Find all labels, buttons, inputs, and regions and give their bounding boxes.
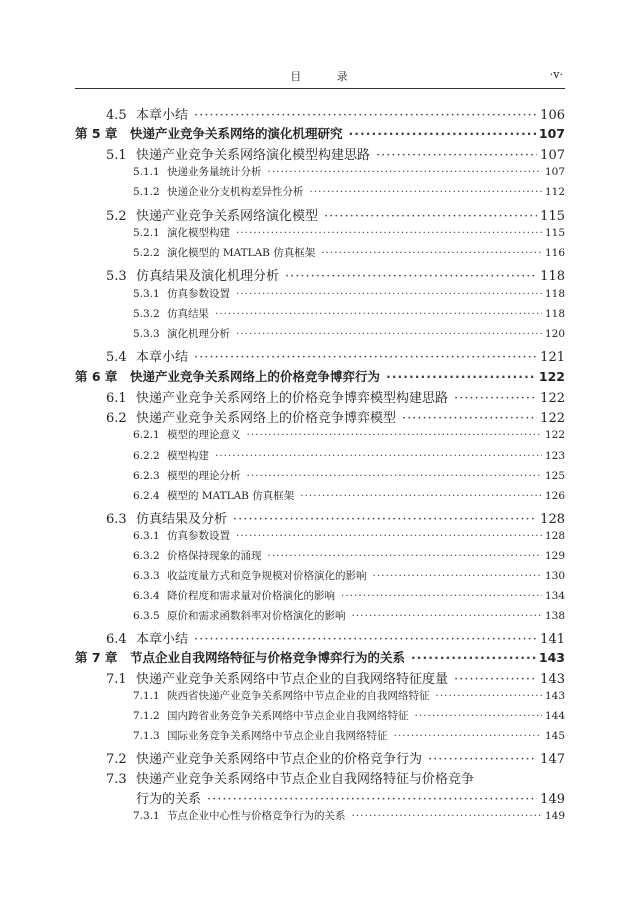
toc-entry-number: 7.1.2 bbox=[133, 710, 160, 722]
toc-entry-title: 行为的关系 bbox=[136, 792, 202, 807]
toc-entry-page: 147 bbox=[540, 752, 565, 767]
toc-entry-title: 价格保持现象的涌现 bbox=[167, 550, 262, 562]
toc-entry-page: 115 bbox=[540, 209, 565, 224]
toc-entry-number: 5.4 bbox=[106, 350, 127, 365]
toc-entry-title: 演化模型构建 bbox=[167, 227, 230, 239]
toc-entry-page: 106 bbox=[540, 108, 565, 123]
toc-subsection-entry[interactable] bbox=[0, 184, 565, 199]
toc-leader-dots bbox=[428, 752, 537, 767]
toc-entry-title: 演化机理分析 bbox=[167, 328, 230, 340]
toc-entry-title: 本章小结 bbox=[136, 108, 189, 123]
toc-leader-dots bbox=[236, 530, 542, 542]
toc-leader-dots bbox=[324, 209, 537, 224]
toc-entry-number: 5.2.2 bbox=[133, 247, 160, 259]
toc-entry-number: 6.3 bbox=[106, 512, 127, 527]
toc-leader-dots bbox=[352, 810, 542, 822]
toc-leader-dots bbox=[321, 247, 542, 259]
running-header-title: 目 录 bbox=[290, 70, 364, 83]
toc-entry-number: 7.1.1 bbox=[133, 690, 160, 702]
toc-subsection-entry[interactable] bbox=[0, 488, 565, 503]
toc-entry-title: 陕西省快递产业竞争关系网络中节点企业的自我网络特征 bbox=[167, 690, 430, 702]
toc-section-entry[interactable] bbox=[0, 205, 565, 224]
toc-subsection-entry[interactable] bbox=[0, 728, 565, 743]
toc-leader-dots bbox=[236, 288, 542, 300]
toc-entry-page: 126 bbox=[544, 490, 565, 502]
toc-leader-dots bbox=[233, 512, 537, 527]
toc-leader-dots bbox=[268, 166, 542, 178]
toc-leader-dots bbox=[310, 186, 542, 198]
toc-entry-page: 128 bbox=[540, 512, 565, 527]
toc-leader-dots bbox=[300, 490, 542, 502]
toc-entry-number: 6.2.1 bbox=[133, 429, 160, 441]
toc-entry-page: 149 bbox=[544, 810, 565, 822]
toc-section-entry[interactable] bbox=[0, 768, 565, 787]
toc-entry-number: 7.1.3 bbox=[133, 730, 160, 742]
toc-section-entry[interactable] bbox=[0, 265, 565, 284]
toc-entry-number: 5.1 bbox=[106, 148, 127, 163]
toc-leader-dots bbox=[194, 108, 537, 123]
toc-entry-title: 快递产业竞争关系网络演化模型 bbox=[136, 209, 319, 224]
toc-leader-dots bbox=[207, 792, 537, 807]
toc-entry-title: 模型构建 bbox=[167, 450, 209, 462]
toc-leader-dots bbox=[215, 308, 542, 320]
toc-entry-page: 143 bbox=[538, 650, 565, 665]
toc-section-entry[interactable] bbox=[0, 407, 565, 426]
toc-leader-dots bbox=[454, 391, 537, 406]
toc-entry-title: 仿真参数设置 bbox=[167, 288, 230, 300]
toc-section-entry[interactable] bbox=[0, 668, 565, 687]
toc-leader-dots bbox=[285, 269, 537, 284]
toc-entry-title: 快递产业竞争关系网络上的价格竞争博弈模型构建思路 bbox=[136, 391, 449, 406]
toc-entry-page: 107 bbox=[540, 148, 565, 163]
toc-subsection-entry[interactable] bbox=[0, 286, 565, 301]
toc-section-entry[interactable] bbox=[0, 387, 565, 406]
toc-entry-title: 快递产业竞争关系网络的演化机理研究 bbox=[130, 126, 343, 141]
toc-chapter-entry[interactable] bbox=[0, 124, 565, 142]
toc-entry-page: 125 bbox=[544, 470, 565, 482]
toc-leader-dots bbox=[386, 369, 536, 384]
toc-entry-number: 6.3.3 bbox=[133, 570, 160, 582]
toc-entry-number: 6.2.4 bbox=[133, 490, 160, 502]
toc-entry-title: 节点企业中心性与价格竞争行为的关系 bbox=[167, 810, 346, 822]
toc-entry-number: 6.3.5 bbox=[133, 610, 160, 622]
toc-entry-page: 144 bbox=[544, 710, 565, 722]
toc-section-entry[interactable] bbox=[0, 104, 565, 123]
toc-entry-title: 快递产业竞争关系网络中节点企业的自我网络特征度量 bbox=[136, 672, 449, 687]
toc-entry-title: 降价程度和需求量对价格演化的影响 bbox=[167, 590, 335, 602]
toc-entry-number: 6.3.4 bbox=[133, 590, 160, 602]
toc-leader-dots bbox=[247, 470, 542, 482]
toc-subsection-entry[interactable] bbox=[0, 608, 565, 623]
toc-entry-page: 118 bbox=[544, 308, 565, 320]
toc-entry-title: 仿真结果及演化机理分析 bbox=[136, 269, 280, 284]
toc-entry-number: 7.2 bbox=[106, 752, 127, 767]
toc-entry-page: 122 bbox=[540, 391, 565, 406]
toc-leader-dots bbox=[394, 730, 542, 742]
toc-entry-number: 6.2 bbox=[106, 411, 127, 426]
toc-entry-page: 112 bbox=[544, 186, 565, 198]
toc-entry-title: 仿真结果及分析 bbox=[136, 512, 228, 527]
toc-subsection-entry[interactable] bbox=[0, 588, 565, 603]
toc-subsection-entry[interactable] bbox=[0, 245, 565, 260]
toc-entry-page: 145 bbox=[544, 730, 565, 742]
toc-entry-number: 6.3.1 bbox=[133, 530, 160, 542]
toc-entry-page: 107 bbox=[544, 166, 565, 178]
toc-entry-title: 快递业务量统计分析 bbox=[167, 166, 262, 178]
toc-entry-number: 第 5 章 bbox=[75, 126, 118, 141]
toc-leader-dots bbox=[436, 690, 542, 702]
toc-subsection-entry[interactable] bbox=[0, 708, 565, 723]
toc-leader-dots bbox=[402, 411, 537, 426]
toc-entry-page: 116 bbox=[544, 247, 565, 259]
toc-entry-number: 5.2 bbox=[106, 209, 127, 224]
toc-entry-title: 仿真结果 bbox=[167, 308, 209, 320]
toc-subsection-entry[interactable] bbox=[0, 326, 565, 341]
toc-subsection-entry[interactable] bbox=[0, 688, 565, 703]
toc-leader-dots bbox=[236, 328, 542, 340]
toc-subsection-entry[interactable] bbox=[0, 448, 565, 463]
toc-subsection-entry[interactable] bbox=[0, 528, 565, 543]
toc-entry-number: 5.3.3 bbox=[133, 328, 160, 340]
toc-entry-title: 演化模型的 MATLAB 仿真框架 bbox=[167, 247, 316, 259]
toc-subsection-entry[interactable] bbox=[0, 427, 565, 442]
toc-leader-dots bbox=[247, 429, 542, 441]
toc-entry-number: 5.2.1 bbox=[133, 227, 160, 239]
toc-entry-page: 149 bbox=[540, 792, 565, 807]
running-header-page-number: ·v· bbox=[549, 68, 563, 81]
toc-entry-page: 107 bbox=[538, 126, 565, 141]
toc-entry-number: 第 6 章 bbox=[75, 369, 118, 384]
toc-entry-title: 本章小结 bbox=[136, 632, 189, 647]
toc-chapter-entry[interactable] bbox=[0, 367, 565, 385]
toc-entry-page: 143 bbox=[540, 672, 565, 687]
toc-entry-title: 国内跨省业务竞争关系网络中节点企业自我网络特征 bbox=[167, 710, 409, 722]
toc-leader-dots bbox=[352, 610, 542, 622]
toc-entry-title: 快递产业竞争关系网络中节点企业自我网络特征与价格竞争 bbox=[136, 772, 475, 787]
toc-entry-page: 115 bbox=[544, 227, 565, 239]
toc-entry-page: 121 bbox=[540, 350, 565, 365]
toc-entry-title: 收益度量方式和竞争规模对价格演化的影响 bbox=[167, 570, 367, 582]
toc-entry-page: 128 bbox=[544, 530, 565, 542]
toc-entry-number: 5.3 bbox=[106, 269, 127, 284]
toc-leader-dots bbox=[373, 570, 542, 582]
toc-leader-dots bbox=[194, 632, 537, 647]
toc-entry-number: 5.1.2 bbox=[133, 186, 160, 198]
toc-entry-page: 129 bbox=[544, 550, 565, 562]
toc-entry-title: 国际业务竞争关系网络中节点企业自我网络特征 bbox=[167, 730, 388, 742]
toc-entry-title: 模型的 MATLAB 仿真框架 bbox=[167, 490, 295, 502]
toc-entry-title: 快递企业分支机构差异性分析 bbox=[167, 186, 304, 198]
toc-entry-page: 130 bbox=[544, 570, 565, 582]
toc-entry-number: 7.1 bbox=[106, 672, 127, 687]
toc-leader-dots bbox=[415, 710, 542, 722]
toc-entry-number: 6.2.2 bbox=[133, 450, 160, 462]
toc-leader-dots bbox=[194, 350, 537, 365]
toc-entry-page: 122 bbox=[544, 429, 565, 441]
toc-entry-title: 快递产业竞争关系网络上的价格竞争博弈模型 bbox=[136, 411, 397, 426]
toc-entry-number: 7.3.1 bbox=[133, 810, 160, 822]
toc-entry-page: 134 bbox=[544, 590, 565, 602]
toc-leader-dots bbox=[411, 650, 536, 665]
toc-entry-title: 快递产业竞争关系网络中节点企业的价格竞争行为 bbox=[136, 752, 423, 767]
toc-leader-dots bbox=[341, 590, 542, 602]
toc-entry-page: 141 bbox=[540, 632, 565, 647]
toc-entry-page: 123 bbox=[544, 450, 565, 462]
toc-subsection-entry[interactable] bbox=[0, 808, 565, 823]
toc-entry-title: 快递产业竞争关系网络上的价格竞争博弈行为 bbox=[130, 369, 381, 384]
toc-section-entry[interactable] bbox=[0, 144, 565, 163]
toc-section-entry[interactable] bbox=[0, 346, 565, 365]
toc-entry-page: 122 bbox=[540, 411, 565, 426]
toc-entry-page: 143 bbox=[544, 690, 565, 702]
toc-entry-title: 模型的理论意义 bbox=[167, 429, 241, 441]
toc-entry-title: 仿真参数设置 bbox=[167, 530, 230, 542]
toc-leader-dots bbox=[236, 227, 542, 239]
toc-entry-number: 6.4 bbox=[106, 632, 127, 647]
header-rule bbox=[75, 88, 565, 89]
toc-leader-dots bbox=[268, 550, 542, 562]
toc-entry-title: 节点企业自我网络特征与价格竞争博弈行为的关系 bbox=[130, 650, 406, 665]
toc-entry-page: 138 bbox=[544, 610, 565, 622]
toc-section-entry[interactable] bbox=[0, 748, 565, 767]
toc-entry-page: 120 bbox=[544, 328, 565, 340]
toc-entry-number: 6.1 bbox=[106, 391, 127, 406]
toc-entry-title: 快递产业竞争关系网络演化模型构建思路 bbox=[136, 148, 371, 163]
toc-section-entry[interactable] bbox=[0, 628, 565, 647]
toc-entry-page: 122 bbox=[538, 369, 565, 384]
toc-subsection-entry[interactable] bbox=[0, 306, 565, 321]
toc-section-entry[interactable] bbox=[0, 508, 565, 527]
toc-entry-title: 模型的理论分析 bbox=[167, 470, 241, 482]
toc-leader-dots bbox=[215, 450, 542, 462]
toc-entry-number: 5.3.1 bbox=[133, 288, 160, 300]
toc-subsection-entry[interactable] bbox=[0, 568, 565, 583]
toc-entry-number: 5.1.1 bbox=[133, 166, 160, 178]
toc-entry-page: 118 bbox=[540, 269, 565, 284]
toc-entry-number: 6.2.3 bbox=[133, 470, 160, 482]
toc-entry-number: 6.3.2 bbox=[133, 550, 160, 562]
toc-subsection-entry[interactable] bbox=[0, 225, 565, 240]
toc-entry-page: 118 bbox=[544, 288, 565, 300]
toc-entry-title: 本章小结 bbox=[136, 350, 189, 365]
toc-leader-dots bbox=[376, 148, 537, 163]
toc-subsection-entry[interactable] bbox=[0, 164, 565, 179]
toc-entry-number: 第 7 章 bbox=[75, 650, 118, 665]
toc-subsection-entry[interactable] bbox=[0, 468, 565, 483]
toc-entry-number: 7.3 bbox=[106, 772, 127, 787]
toc-entry-number: 4.5 bbox=[106, 108, 127, 123]
toc-leader-dots bbox=[349, 126, 536, 141]
toc-leader-dots bbox=[454, 672, 537, 687]
toc-entry-title: 原价和需求函数斜率对价格演化的影响 bbox=[167, 610, 346, 622]
toc-subsection-entry[interactable] bbox=[0, 548, 565, 563]
toc-entry-number: 5.3.2 bbox=[133, 308, 160, 320]
toc-chapter-entry[interactable] bbox=[0, 648, 565, 666]
toc-section-entry[interactable] bbox=[0, 788, 565, 807]
